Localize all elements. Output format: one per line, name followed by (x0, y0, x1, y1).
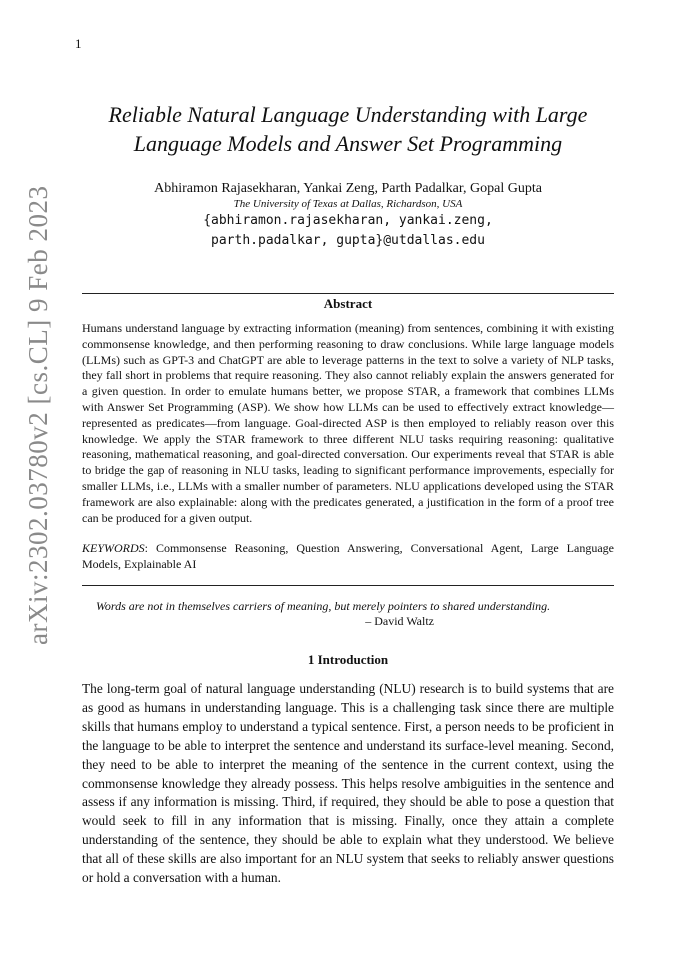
author-emails[interactable] (82, 211, 614, 251)
email-line-2[interactable]: parth.padalkar, gupta}@utdallas.edu (211, 233, 485, 248)
keywords-line (82, 541, 614, 573)
epigraph-attribution: – David Waltz (365, 614, 434, 628)
introduction-paragraph: The long-term goal of natural language understanding (NLU) research is to build systems that are as good as humans in understanding language. This is a challenging task since there are multiple skills that humans employ to understand a typical sentence. First, a person needs to be proficient in the language to be able to interpret the sentence and understand its surface-level meaning. Second, they need to be able to interpret the meaning of the sentence in the current context, using the commonsense knowledge they already possess. This helps resolve ambiguities in the sentence and assess if any information is missing. Third, if required, they should be able to pose a question that would seek to fill in any information that is missing. Finally, once they attain a complete understanding of the sentence, they should be able to explain what they understood. We believe that all of these skills are also important for an NLU system that seeks to reliably answer questions or hold a conversation with a human. (82, 681, 614, 886)
page-number: 1 (75, 36, 82, 51)
abstract-bottom-rule (82, 585, 614, 586)
paper-title: Reliable Natural Language Understanding with Large Language Models and Answer Set Programming (108, 102, 588, 156)
epigraph-quote: Words are not in themselves carriers of meaning, but merely pointers to shared understanding. (96, 599, 551, 613)
section-heading-introduction: 1 Introduction (307, 652, 389, 667)
abstract-top-rule (82, 293, 614, 294)
keywords-text: : Commonsense Reasoning, Question Answering, Conversational Agent, Large Language Models, Explainable AI (82, 541, 614, 571)
author-list: Abhiramon Rajasekharan, Yankai Zeng, Parth Padalkar, Gopal Gupta (154, 181, 542, 196)
abstract-text: Humans understand language by extracting information (meaning) from sentences, combining it with existing commonsense knowledge, and then performing reasoning to draw conclusions. While large language models (LLMs) such as GPT-3 and ChatGPT are able to leverage patterns in the text to solve a variety of NLP tasks, they fall short in problems that require reasoning. They also cannot reliably explain the answers generated for a given question. In order to emulate humans better, we propose STAR, a framework that combines LLMs with Answer Set Programming (ASP). We show how LLMs can be used to effectively extract knowledge—represented as predicates—from language. Goal-directed ASP is then employed to reliably reason over this knowledge. We apply the STAR framework to three different NLU tasks requiring reasoning: qualitative reasoning, mathematical reasoning, and goal-directed conversation. Our experiments reveal that STAR is able to bridge the gap of reasoning in NLU tasks, leading to significant performance improvements, especially for smaller LLMs, i.e., LLMs with a smaller number of parameters. NLU applications developed using the STAR framework are also explainable: along with the predicates generated, a justification in the form of a proof tree can be produced for a given output. (82, 321, 614, 525)
arxiv-identifier[interactable]: arXiv:2302.03780v2 [cs.CL] 9 Feb 2023 (23, 185, 53, 645)
author-affiliation: The University of Texas at Dallas, Richardson, USA (233, 198, 463, 210)
email-line-1[interactable]: {abhiramon.rajasekharan, yankai.zeng, (203, 213, 493, 228)
keywords-label: KEYWORDS (82, 541, 145, 555)
abstract-heading: Abstract (323, 296, 373, 311)
